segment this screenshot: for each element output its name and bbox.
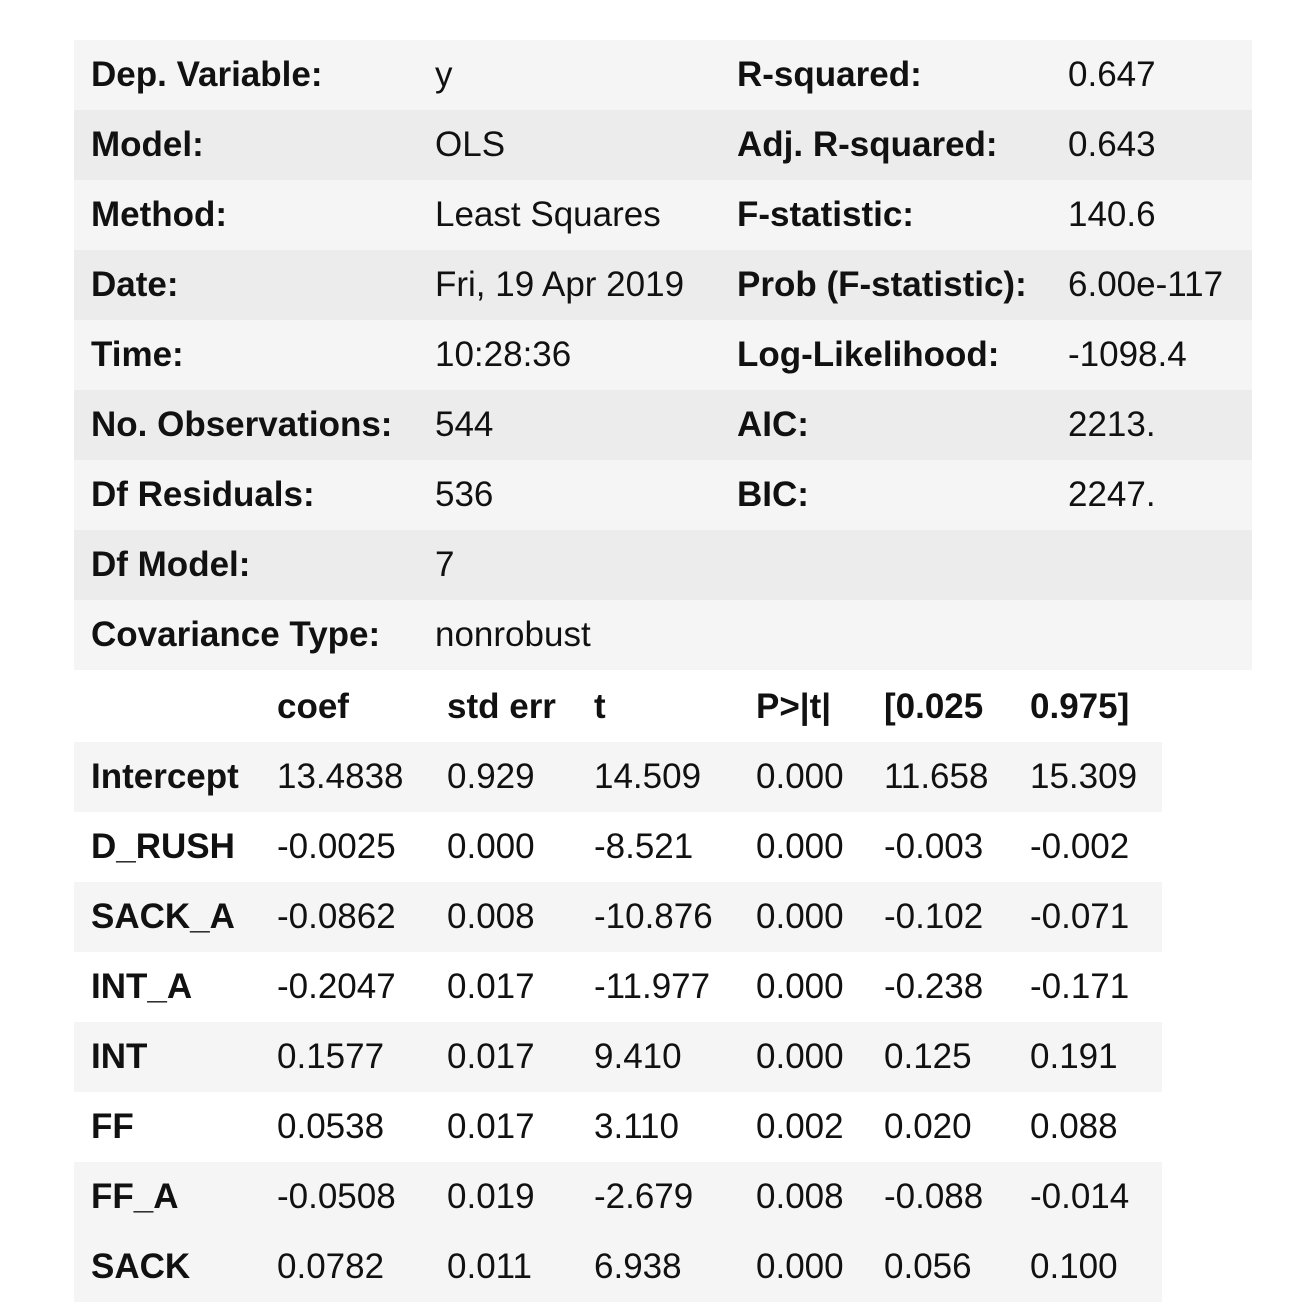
- cell-coef: -0.0508: [277, 1177, 396, 1216]
- cell-p: 0.000: [756, 897, 844, 936]
- cell-p: 0.002: [756, 1107, 844, 1146]
- summary-label: Prob (F-statistic):: [737, 265, 1027, 304]
- cell-ci-upper: 0.191: [1030, 1037, 1118, 1076]
- summary-label: [737, 530, 1068, 600]
- row-label: FF: [91, 1107, 134, 1146]
- header-cell-ci-lower: [0.025: [884, 687, 984, 726]
- cell-coef: 13.4838: [277, 757, 404, 796]
- summary-row: [74, 40, 1252, 110]
- summary-label: Date:: [91, 265, 179, 304]
- summary-label: Df Model:: [91, 545, 251, 584]
- table-row: [74, 1232, 1162, 1302]
- cell-std-err: 0.011: [447, 1247, 532, 1286]
- cell-t: -2.679: [594, 1177, 694, 1216]
- cell-p: 0.000: [756, 967, 844, 1006]
- cell-ci-upper: -0.171: [1030, 967, 1130, 1006]
- cell-coef: -0.2047: [277, 967, 396, 1006]
- cell-std-err: 0.000: [447, 827, 535, 866]
- cell-p: 0.000: [756, 827, 844, 866]
- coefficients-header-row: [74, 672, 1162, 742]
- summary-value: nonrobust: [435, 615, 591, 654]
- header-cell-t: t: [594, 687, 606, 726]
- header-cell-coef: coef: [277, 687, 349, 726]
- summary-value: 6.00e-117: [1068, 265, 1224, 304]
- row-label: SACK: [91, 1247, 191, 1286]
- summary-row: [74, 180, 1252, 250]
- cell-coef: 0.0782: [277, 1247, 385, 1286]
- cell-std-err: 0.008: [447, 897, 535, 936]
- cell-ci-upper: -0.014: [1030, 1177, 1130, 1216]
- cell-ci-upper: 0.100: [1030, 1247, 1118, 1286]
- summary-value: 7: [435, 545, 455, 584]
- cell-t: -8.521: [594, 827, 694, 866]
- table-row: [74, 882, 1162, 952]
- summary-label: Df Residuals:: [91, 475, 315, 514]
- row-label: Intercept: [91, 757, 239, 796]
- table-row: [74, 952, 1162, 1022]
- row-label: INT_A: [91, 967, 193, 1006]
- header-cell-std-err: std err: [447, 687, 556, 726]
- summary-label: AIC:: [737, 405, 809, 444]
- summary-value: OLS: [435, 125, 506, 164]
- cell-coef: -0.0025: [277, 827, 396, 866]
- cell-ci-lower: 0.056: [884, 1247, 972, 1286]
- cell-coef: 0.0538: [277, 1107, 385, 1146]
- summary-value: y: [435, 55, 453, 94]
- summary-label: BIC:: [737, 475, 809, 514]
- cell-ci-upper: 15.309: [1030, 757, 1138, 796]
- cell-t: -10.876: [594, 897, 713, 936]
- summary-label: No. Observations:: [91, 405, 393, 444]
- summary-label: F-statistic:: [737, 195, 914, 234]
- summary-row: [74, 320, 1252, 390]
- cell-ci-lower: -0.003: [884, 827, 984, 866]
- row-label: D_RUSH: [91, 827, 235, 866]
- header-cell-p: P>|t|: [756, 687, 832, 726]
- cell-std-err: 0.019: [447, 1177, 535, 1216]
- table-row: [74, 742, 1162, 812]
- cell-t: 3.110: [594, 1107, 679, 1146]
- cell-ci-upper: -0.071: [1030, 897, 1130, 936]
- summary-label: Dep. Variable:: [91, 55, 323, 94]
- summary-row: [74, 600, 1252, 670]
- cell-ci-lower: 11.658: [884, 757, 989, 796]
- summary-value: 544: [435, 405, 494, 444]
- cell-ci-lower: -0.238: [884, 967, 984, 1006]
- summary-row: [74, 530, 1252, 600]
- cell-ci-upper: -0.002: [1030, 827, 1130, 866]
- summary-label: Method:: [91, 195, 228, 234]
- summary-label: Adj. R-squared:: [737, 125, 998, 164]
- summary-label: Log-Likelihood:: [737, 335, 1000, 374]
- summary-row: [74, 460, 1252, 530]
- summary-value: 10:28:36: [435, 335, 572, 374]
- summary-value: 0.647: [1068, 55, 1156, 94]
- model-summary-table: [74, 40, 1252, 670]
- cell-t: 9.410: [594, 1037, 682, 1076]
- summary-value: [1068, 530, 1252, 600]
- cell-ci-lower: -0.102: [884, 897, 984, 936]
- summary-value: Fri, 19 Apr 2019: [435, 265, 685, 304]
- cell-p: 0.008: [756, 1177, 844, 1216]
- summary-row: [74, 110, 1252, 180]
- summary-value: 140.6: [1068, 195, 1156, 234]
- header-cell-corner: [74, 672, 277, 742]
- summary-row: [74, 390, 1252, 460]
- summary-value: 0.643: [1068, 125, 1156, 164]
- cell-coef: -0.0862: [277, 897, 396, 936]
- summary-value: [1068, 600, 1252, 670]
- summary-label: Covariance Type:: [91, 615, 381, 654]
- summary-value: 2213.: [1068, 405, 1156, 444]
- cell-std-err: 0.017: [447, 967, 535, 1006]
- summary-label: R-squared:: [737, 55, 922, 94]
- cell-t: 14.509: [594, 757, 702, 796]
- header-cell-ci-upper: 0.975]: [1030, 687, 1130, 726]
- coefficients-table: [74, 672, 1162, 1302]
- cell-p: 0.000: [756, 757, 844, 796]
- cell-ci-lower: 0.125: [884, 1037, 972, 1076]
- cell-coef: 0.1577: [277, 1037, 385, 1076]
- summary-value: 2247.: [1068, 475, 1156, 514]
- cell-t: -11.977: [594, 967, 711, 1006]
- cell-t: 6.938: [594, 1247, 682, 1286]
- cell-ci-lower: -0.088: [884, 1177, 984, 1216]
- row-label: FF_A: [91, 1177, 179, 1216]
- cell-ci-lower: 0.020: [884, 1107, 972, 1146]
- summary-value: -1098.4: [1068, 335, 1187, 374]
- cell-p: 0.000: [756, 1037, 844, 1076]
- cell-std-err: 0.929: [447, 757, 535, 796]
- summary-label: Model:: [91, 125, 204, 164]
- summary-row: [74, 250, 1252, 320]
- table-row: [74, 812, 1162, 882]
- cell-p: 0.000: [756, 1247, 844, 1286]
- summary-label: [737, 600, 1068, 670]
- row-label: INT: [91, 1037, 148, 1076]
- cell-std-err: 0.017: [447, 1107, 535, 1146]
- table-row: [74, 1022, 1162, 1092]
- cell-std-err: 0.017: [447, 1037, 535, 1076]
- table-row: [74, 1092, 1162, 1162]
- summary-value: 536: [435, 475, 494, 514]
- cell-ci-upper: 0.088: [1030, 1107, 1118, 1146]
- table-row: [74, 1162, 1162, 1232]
- summary-label: Time:: [91, 335, 184, 374]
- row-label: SACK_A: [91, 897, 235, 936]
- summary-value: Least Squares: [435, 195, 661, 234]
